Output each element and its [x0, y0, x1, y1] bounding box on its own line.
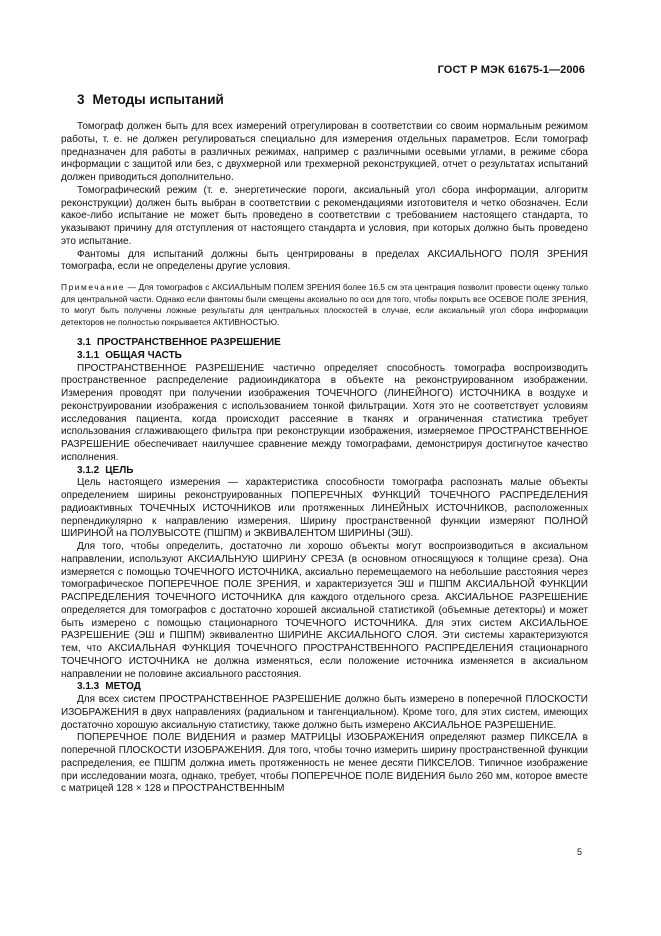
- heading-3-1-2: [77, 465, 588, 478]
- heading-title: МЕТОД: [105, 681, 141, 693]
- paragraph: Фантомы для испытаний должны быть центрированы в пределах АКСИАЛЬНОГО ПОЛЯ ЗРЕНИЯ томографа, если не определены другие условия.: [61, 248, 588, 273]
- paragraph: Цель настоящего измерения — характеристика способности томографа распознать малые объекты определением ширины реконструированных ПОПЕРЕЧНЫХ ФУНКЦИЙ ТОЧЕЧНОГО РАСПРЕДЕЛЕНИЯ радиоактивных ТОЧЕЧНЫХ ИСТОЧНИКОВ или протяженных ЛИНЕЙНЫХ ИСТОЧНИКОВ, расположенных перпендикулярно к направлению измерения. Ширину пространственной функции измеряют ПОЛНОЙ ШИРИНОЙ на ПОЛУВЫСОТЕ (ПШПМ) и ЭКВИВАЛЕНТОМ ШИРИНЫ (ЭШ).: [61, 477, 588, 540]
- section-title-text: Методы испытаний: [92, 92, 224, 107]
- page-content: [61, 92, 588, 796]
- heading-3-1-3: [77, 681, 588, 694]
- section-number: 3: [77, 92, 85, 107]
- note-label: Примечание: [61, 282, 126, 292]
- heading-title: ЦЕЛЬ: [105, 464, 134, 476]
- paragraph: Томографический режим (т. е. энергетические пороги, аксиальный угол сбора информации, алгоритм реконструкции) должен быть выбран в соответствии с рекомендациями изготовителя и четко обозначен. Если какое-либо испытание не может быть проведено в соответствии с требованием настоящего стандарта, то указывают причину для отступления от настоящего стандарта и условия, при которых должно быть проведено это испытание.: [61, 184, 588, 247]
- section-title: [77, 92, 588, 107]
- heading-number: 3.1: [77, 337, 91, 348]
- heading-number: 3.1.1: [77, 349, 100, 361]
- page-number: 5: [576, 847, 582, 857]
- paragraph: ПОПЕРЕЧНОЕ ПОЛЕ ВИДЕНИЯ и размер МАТРИЦЫ ИЗОБРАЖЕНИЯ определяют размер ПИКСЕЛА в поперечной ПЛОСКОСТИ ИЗОБРАЖЕНИЯ. Для того, чтобы точно измерить ширину пространственной функции распределения, ее ПШПМ должна иметь протяженность не менее десяти ПИКСЕЛОВ. Типичное изображение при исследовании мозга, однако, требует, чтобы ПОПЕРЕЧНОЕ ПОЛЕ ВИДЕНИЯ было 260 мм, которое вместе с матрицей 128 × 128 и ПРОСТРАНСТВЕННЫМ: [61, 732, 588, 795]
- note: [61, 282, 588, 328]
- heading-title: ОБЩАЯ ЧАСТЬ: [105, 349, 182, 361]
- paragraph: Для всех систем ПРОСТРАНСТВЕННОЕ РАЗРЕШЕНИЕ должно быть измерено в поперечной ПЛОСКОСТИ ИЗОБРАЖЕНИЯ в двух направлениях (радиальном и тангенциальном). Кроме того, для этих систем, имеющих достаточно хорошую аксиальную статистику, также должно быть измерено АКСИАЛЬНОЕ РАЗРЕШЕНИЕ.: [61, 694, 588, 731]
- document-code: ГОСТ Р МЭК 61675-1—2006: [437, 64, 585, 76]
- heading-3-1-1: [77, 350, 588, 363]
- heading-number: 3.1.3: [77, 681, 100, 693]
- paragraph: Томограф должен быть для всех измерений отрегулирован в соответствии со своим нормальным режимом работы, т. е. не должен регулироваться специально для измерения отдельных параметров. Если томограф предназначен для работы в различных режимах, например с различными осевыми углами, в режиме сбора информации с защитой или без, с двухмерной или трехмерной реконструкцией, отчет о результатах испытаний должен приводиться дополнительно.: [61, 121, 588, 183]
- heading-number: 3.1.2: [77, 464, 100, 476]
- paragraph: Для того, чтобы определить, достаточно ли хорошо объекты могут воспроизводиться в аксиальном направлении, используют АКСИАЛЬНУЮ ШИРИНУ СРЕЗА (в основном относящуюся к толщине среза). Она измеряется с помощью ТОЧЕЧНОГО ИСТОЧНИКА, аксиально перемещаемого на небольшие расстояния через томографическое ПОПЕРЕЧНОЕ ПОЛЕ ЗРЕНИЯ, и характеризуется ЭШ и ПШПМ АКСИАЛЬНОЙ ФУНКЦИИ РАСПРЕДЕЛЕНИЯ ТОЧЕЧНОГО ИСТОЧНИКА для каждого отдельного среза. АКСИАЛЬНОЕ РАЗРЕШЕНИЕ определяется для томографов с достаточно хорошей аксиальной статистикой (объемные детекторы) и может быть измерено с помощью стационарного ТОЧЕЧНОГО ИСТОЧНИКА. Для этих систем АКСИАЛЬНОЕ РАЗРЕШЕНИЕ (ЭШ и ПШПМ) эквивалентно ШИРИНЕ АКСИАЛЬНОГО СЛОЯ. Эти системы характеризуются тем, что АКСИАЛЬНАЯ ФУНКЦИЯ ТОЧЕЧНОГО ПРОСТРАНСТВЕННОГО РАСПРЕДЕЛЕНИЯ стационарного ТОЧЕЧНОГО ИСТОЧНИКА не должна изменяться, если положение источника изменяется в аксиальном направлении не половине аксиального расстояния.: [61, 541, 588, 680]
- paragraph: ПРОСТРАНСТВЕННОЕ РАЗРЕШЕНИЕ частично определяет способность томографа воспроизводить пространственное распределение радиоиндикатора в объекте на реконструированном изображении. Измерения проводят при получении изображения ТОЧЕЧНОГО (ЛИНЕЙНОГО) ИСТОЧНИКА в воздухе и реконструировании изображения с использованием тонкой фильтрации. Хотя это не соответствует условиям исследования пациента, когда происходит рассеяние в тканях и ограниченная статистика требует использования сглаживающего фильтра при реконструкции изображения, измеряемое ПРОСТРАНСТВЕННОЕ РАЗРЕШЕНИЕ обеспечивает наилучшее сравнение между томографами, демонстрируя достигнутое качество исполнения.: [61, 362, 588, 463]
- note-text: — Для томографов с АКСИАЛЬНЫМ ПОЛЕМ ЗРЕНИЯ более 16.5 см эта центрация позволит провести оценку только для центральной части. Однако если фантомы были смещены аксиально по оси для того, чтобы покрыть все ОСЕВОЕ ПОЛЕ ЗРЕНИЯ, то могут быть получены ложные результаты для центральных плоскостей в случае, если аксиальный угол сбора информации детекторов не полностью покрывается АКТИВНОСТЬЮ.: [61, 282, 588, 327]
- heading-title: ПРОСТРАНСТВЕННОЕ РАЗРЕШЕНИЕ: [96, 337, 281, 348]
- heading-3-1: [77, 337, 588, 350]
